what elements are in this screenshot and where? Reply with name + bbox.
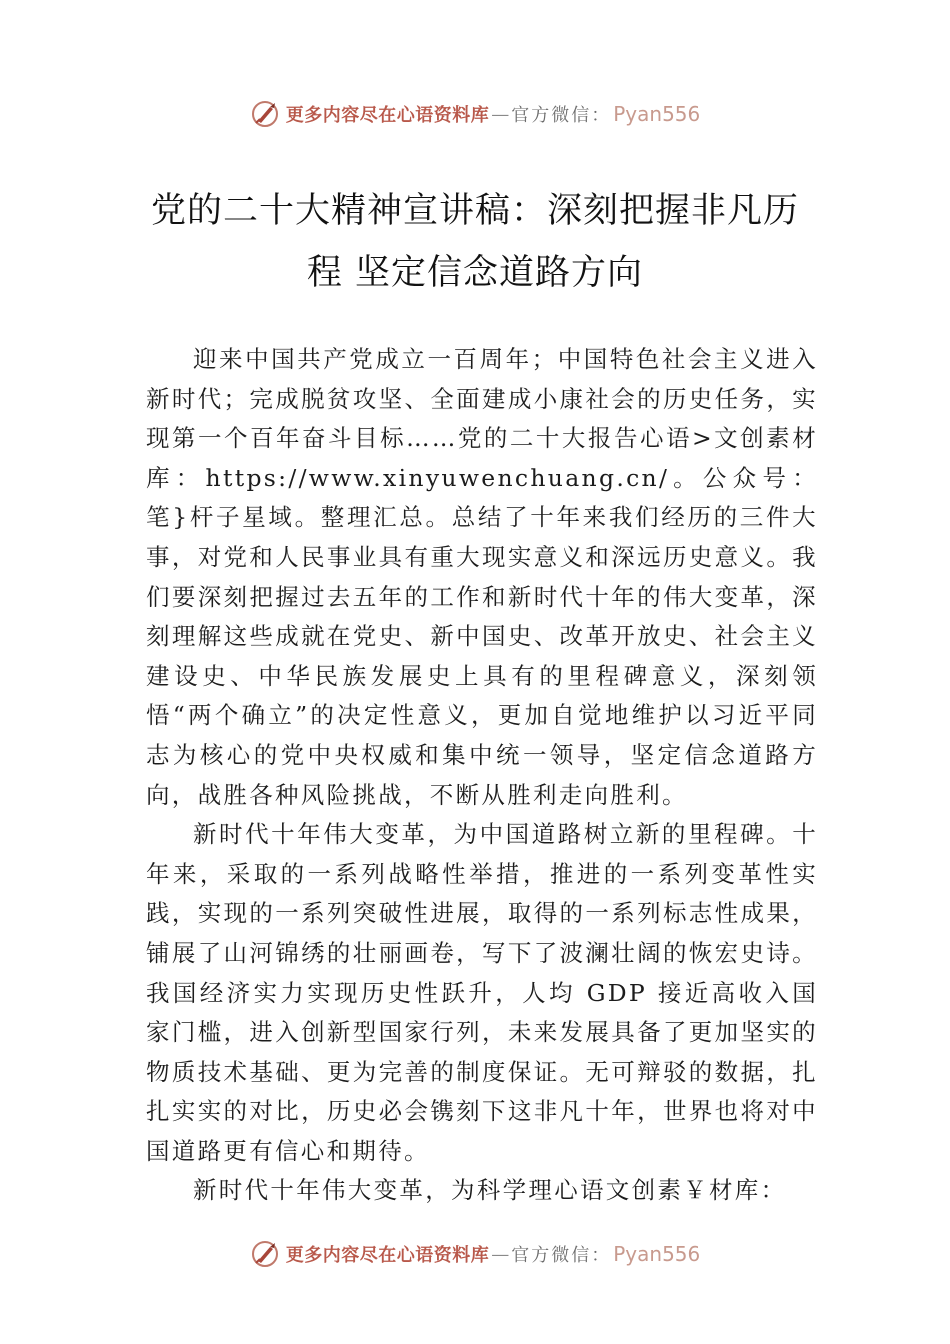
banner-wechat-label: 官方微信： bbox=[511, 1245, 612, 1266]
footer-banner bbox=[0, 1234, 950, 1274]
banner-site-name: 更多内容尽在心语资料库 bbox=[285, 105, 490, 126]
paragraph-1: 迎来中国共产党成立一百周年；中国特色社会主义进入新时代；完成脱贫攻坚、全面建成小康社会的历史任务，实现第一个百年奋斗目标……党的二十大报告心语>文创素材库：https://www.xinyuwenchuang.cn/。公众号：笔}杆子星域。整理汇总。总结了十年来我们经历的三件大事，对党和人民事业具有重大现实意义和深远历史意义。我们要深刻把握过去五年的工作和新时代十年的伟大变革，深刻理解这些成就在党史、新中国史、改革开放史、社会主义建设史、中华民族发展史上具有的里程碑意义，深刻领悟“两个确立”的决定性意义，更加自觉地维护以习近平同志为核心的党中央权威和集中统一领导，坚定信念道路方向，战胜各种风险挑战，不断从胜利走向胜利。 bbox=[146, 345, 818, 809]
banner-wechat-id: Pyan556 bbox=[613, 102, 701, 126]
banner-wechat-id: Pyan556 bbox=[613, 1242, 701, 1266]
quill-pen-icon bbox=[250, 1239, 280, 1269]
document-body bbox=[146, 340, 818, 1211]
title-line-2: 程 坚定信念道路方向 bbox=[306, 253, 644, 293]
title-line-1: 党的二十大精神宣讲稿：深刻把握非凡历 bbox=[150, 191, 799, 231]
paragraph-2: 新时代十年伟大变革，为中国道路树立新的里程碑。十年来，采取的一系列战略性举措，推进的一系列变革性实践，实现的一系列突破性进展，取得的一系列标志性成果，铺展了山河锦绣的壮丽画卷，写下了波澜壮阔的恢宏史诗。我国经济实力实现历史性跃升，人均 GDP 接近高收入国家门槛，进入创新型国家行列，未来发展具备了更加坚实的物质技术基础、更为完善的制度保证。无可辩驳的数据，扎扎实实的对比，历史必会镌刻下这非凡十年，世界也将对中国道路更有信心和期待。 bbox=[146, 820, 818, 1165]
header-banner bbox=[0, 94, 950, 134]
banner-dash: — bbox=[491, 1243, 510, 1265]
document-title bbox=[120, 180, 830, 304]
banner-site-name: 更多内容尽在心语资料库 bbox=[285, 1245, 490, 1266]
quill-pen-icon bbox=[250, 99, 280, 129]
banner-wechat-label: 官方微信： bbox=[511, 105, 612, 126]
paragraph-3: 新时代十年伟大变革，为科学理心语文创素￥材库： bbox=[193, 1176, 787, 1205]
banner-dash: — bbox=[491, 103, 510, 125]
